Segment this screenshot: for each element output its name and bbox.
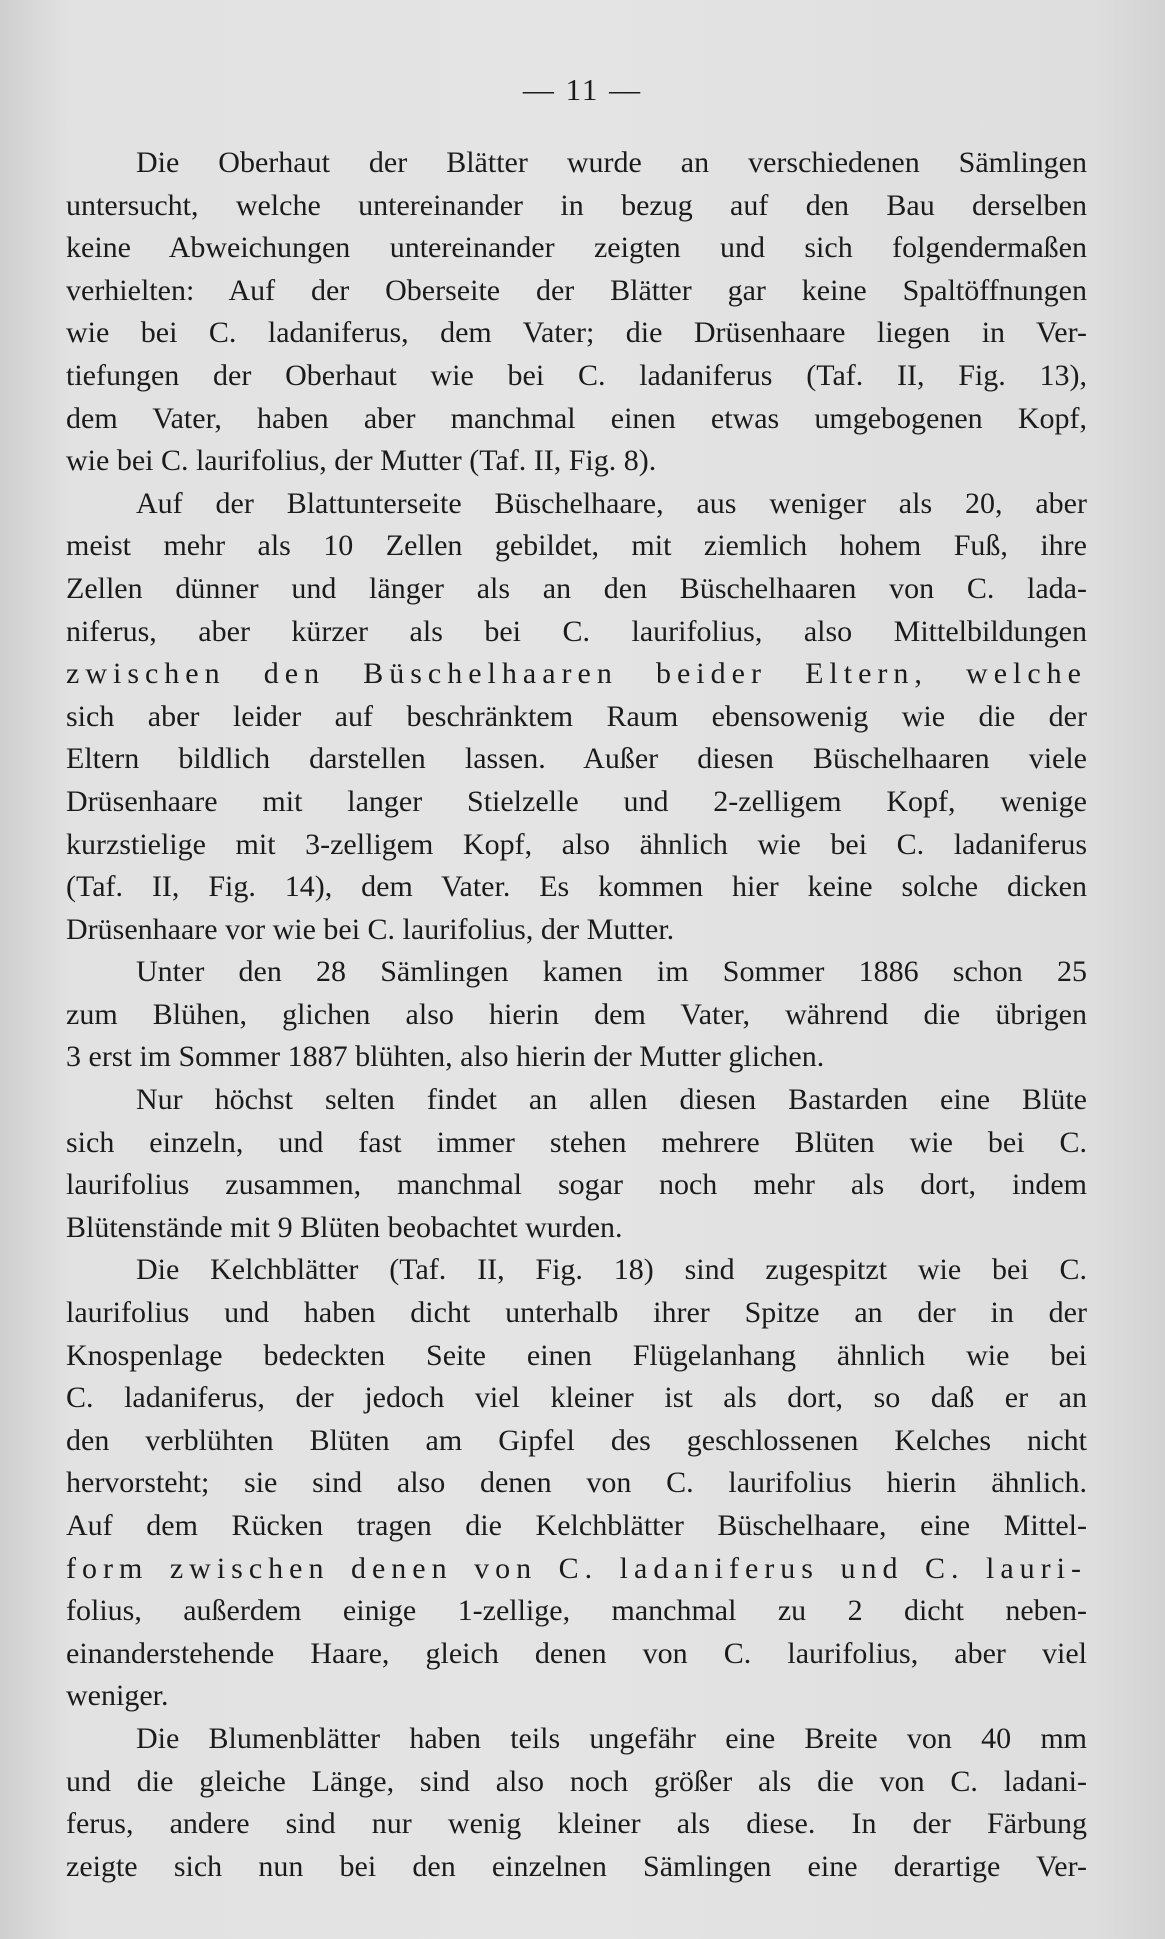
text-line: Drüsenhaare mit langer Stielzelle und 2-zelligem Kopf, wenige bbox=[66, 784, 1087, 818]
text-line: Unter den 28 Sämlingen kamen im Sommer 1886 schon 25 bbox=[136, 955, 1087, 989]
text-line: verhielten: Auf der Oberseite der Blätter gar keine Spaltöffnungen bbox=[66, 273, 1087, 307]
text-line: Die Blumenblätter haben teils ungefähr eine Breite von 40 mm bbox=[136, 1721, 1087, 1755]
text-line: und die gleiche Länge, sind also noch größer als die von C. ladani- bbox=[66, 1764, 1087, 1798]
text-line: zwischen den Büschelhaaren beider Eltern, welche bbox=[66, 657, 1087, 691]
text-line: Auf dem Rücken tragen die Kelchblätter Büschelhaare, eine Mittel- bbox=[66, 1509, 1087, 1542]
text-line: Drüsenhaare vor wie bei C. laurifolius, der Mutter. bbox=[66, 912, 675, 946]
text-line: Nur höchst selten findet an allen diesen Bastarden eine Blüte bbox=[136, 1083, 1087, 1117]
paragraph bbox=[66, 1079, 1087, 1249]
text-line: untersucht, welche untereinander in bezug auf den Bau derselben bbox=[66, 188, 1087, 222]
paragraph bbox=[66, 142, 1087, 483]
text-line: Blütenstände mit 9 Blüten beobachtet wurden. bbox=[66, 1210, 623, 1244]
text-line: zum Blühen, glichen also hierin dem Vater, während die übrigen bbox=[66, 997, 1087, 1031]
body-text bbox=[66, 142, 1087, 1888]
text-line: niferus, aber kürzer als bei C. laurifolius, also Mittelbildungen bbox=[66, 614, 1087, 648]
text-line: Zellen dünner und länger als an den Büschelhaaren von C. lada- bbox=[66, 571, 1087, 605]
text-line: (Taf. II, Fig. 14), dem Vater. Es kommen hier keine solche dicken bbox=[66, 870, 1087, 904]
paragraph bbox=[66, 1718, 1087, 1888]
page-number: — 11 — bbox=[522, 72, 643, 107]
text-line: form zwischen denen von C. ladaniferus und C. lauri- bbox=[66, 1551, 1087, 1585]
text-line: C. ladaniferus, der jedoch viel kleiner ist als dort, so daß er an bbox=[66, 1381, 1087, 1415]
text-line: sich aber leider auf beschränktem Raum ebensowenig wie die der bbox=[66, 699, 1087, 733]
text-line: laurifolius zusammen, manchmal sogar noch mehr als dort, indem bbox=[66, 1168, 1087, 1202]
paragraph bbox=[66, 1249, 1087, 1718]
text-line: laurifolius und haben dicht unterhalb ihrer Spitze an der in der bbox=[66, 1296, 1087, 1330]
text-line: meist mehr als 10 Zellen gebildet, mit ziemlich hohem Fuß, ihre bbox=[66, 529, 1087, 563]
text-line: keine Abweichungen untereinander zeigten und sich folgendermaßen bbox=[66, 231, 1087, 265]
paragraph bbox=[66, 951, 1087, 1079]
text-line: ferus, andere sind nur wenig kleiner als diese. In der Färbung bbox=[66, 1807, 1087, 1841]
text-line: wie bei C. ladaniferus, dem Vater; die Drüsenhaare liegen in Ver- bbox=[66, 316, 1087, 350]
text-line: folius, außerdem einige 1-zellige, manchmal zu 2 dicht neben- bbox=[66, 1594, 1087, 1628]
text-line: den verblühten Blüten am Gipfel des geschlossenen Kelches nicht bbox=[66, 1423, 1087, 1457]
text-line: Auf der Blattunterseite Büschelhaare, aus weniger als 20, aber bbox=[136, 486, 1087, 520]
text-line: dem Vater, haben aber manchmal einen etwas umgebogenen Kopf, bbox=[66, 401, 1087, 435]
text-line: einanderstehende Haare, gleich denen von C. laurifolius, aber viel bbox=[66, 1636, 1087, 1670]
text-line: wie bei C. laurifolius, der Mutter (Taf. II, Fig. 8). bbox=[66, 444, 657, 478]
text-line: kurzstielige mit 3-zelligem Kopf, also ähnlich wie bei C. ladaniferus bbox=[66, 827, 1087, 861]
text-line: Eltern bildlich darstellen lassen. Außer diesen Büschelhaaren viele bbox=[66, 742, 1087, 776]
text-line: zeigte sich nun bei den einzelnen Sämlingen eine derartige Ver- bbox=[66, 1849, 1087, 1883]
text-line: 3 erst im Sommer 1887 blühten, also hierin der Mutter glichen. bbox=[66, 1040, 825, 1074]
text-line: Knospenlage bedeckten Seite einen Flügelanhang ähnlich wie bei bbox=[66, 1338, 1087, 1372]
text-line: sich einzeln, und fast immer stehen mehrere Blüten wie bei C. bbox=[66, 1125, 1087, 1159]
text-line: Die Oberhaut der Blätter wurde an verschiedenen Sämlingen bbox=[136, 146, 1087, 179]
text-line: Die Kelchblätter (Taf. II, Fig. 18) sind zugespitzt wie bei C. bbox=[136, 1253, 1087, 1287]
paragraph bbox=[66, 483, 1087, 952]
text-line: hervorsteht; sie sind also denen von C. laurifolius hierin ähnlich. bbox=[66, 1466, 1087, 1500]
text-line: weniger. bbox=[66, 1679, 169, 1713]
text-line: tiefungen der Oberhaut wie bei C. ladaniferus (Taf. II, Fig. 13), bbox=[66, 358, 1087, 392]
